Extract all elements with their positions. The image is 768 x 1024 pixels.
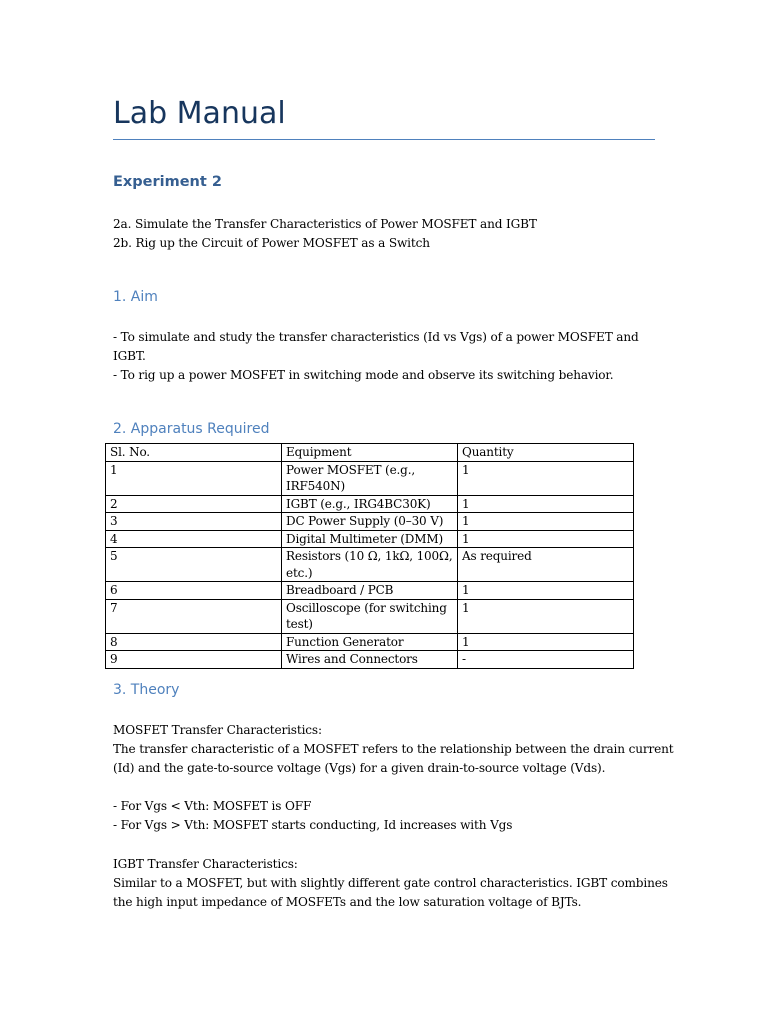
list-item: - For Vgs < Vth: MOSFET is OFF: [113, 799, 312, 813]
aim-paragraph: [113, 328, 655, 385]
table-row: [106, 651, 634, 669]
title-divider: [113, 139, 655, 140]
table-row: [106, 548, 634, 582]
table-row: [106, 530, 634, 548]
list-item: - For Vgs > Vth: MOSFET starts conducting, Id increases with Vgs: [113, 818, 513, 832]
mosfet-title: [113, 721, 655, 740]
objective-line: 2b. Rig up the Circuit of Power MOSFET as a Switch: [113, 236, 430, 250]
igbt-title-line: IGBT Transfer Characteristics:: [113, 857, 298, 871]
table-cell: 3: [106, 513, 282, 531]
mosfet-line: The transfer characteristic of a MOSFET refers to the relationship between the drain current: [113, 742, 674, 756]
table-row: [106, 599, 634, 633]
igbt-line: Similar to a MOSFET, but with slightly different gate control characteristics. IGBT combines: [113, 876, 668, 890]
table-row: [106, 582, 634, 600]
mosfet-line: (Id) and the gate-to-source voltage (Vgs) for a given drain-to-source voltage (Vds).: [113, 761, 606, 775]
table-cell: Wires and Connectors: [282, 651, 458, 669]
table-cell: 1: [458, 495, 634, 513]
table-cell: 1: [458, 530, 634, 548]
table-cell: 1: [458, 513, 634, 531]
aim-line: - To rig up a power MOSFET in switching mode and observe its switching behavior.: [113, 368, 614, 382]
experiment-heading: Experiment 2: [113, 174, 222, 190]
table-cell: 5: [106, 548, 282, 582]
table-row: [106, 495, 634, 513]
table-row: [106, 513, 634, 531]
table-cell: 1: [458, 633, 634, 651]
table-cell: IGBT (e.g., IRG4BC30K): [282, 495, 458, 513]
table-header-cell: Sl. No.: [106, 444, 282, 462]
document-title: Lab Manual: [113, 96, 286, 131]
table-cell: DC Power Supply (0–30 V): [282, 513, 458, 531]
table-cell: Oscilloscope (for switching test): [282, 599, 458, 633]
table-cell: 6: [106, 582, 282, 600]
igbt-line: the high input impedance of MOSFETs and the low saturation voltage of BJTs.: [113, 895, 582, 909]
table-cell: 4: [106, 530, 282, 548]
table-cell: 7: [106, 599, 282, 633]
objective-line: 2a. Simulate the Transfer Characteristics of Power MOSFET and IGBT: [113, 217, 537, 231]
table-header-row: [106, 444, 634, 462]
table-cell: Power MOSFET (e.g., IRF540N): [282, 461, 458, 495]
apparatus-heading: 2. Apparatus Required: [113, 421, 270, 437]
table-header-cell: Quantity: [458, 444, 634, 462]
mosfet-paragraph: [113, 740, 674, 778]
table-cell: 1: [458, 461, 634, 495]
table-header-cell: Equipment: [282, 444, 458, 462]
objectives-paragraph: [113, 215, 655, 253]
table-row: [106, 633, 634, 651]
condition-list: [113, 797, 655, 835]
table-row: [106, 461, 634, 495]
table-cell: -: [458, 651, 634, 669]
aim-heading: 1. Aim: [113, 289, 158, 305]
aim-line: IGBT.: [113, 349, 146, 363]
table-cell: 8: [106, 633, 282, 651]
table-cell: 1: [458, 582, 634, 600]
table-cell: 1: [458, 599, 634, 633]
aim-line: - To simulate and study the transfer characteristics (Id vs Vgs) of a power MOSFET and: [113, 330, 639, 344]
table-cell: Resistors (10 Ω, 1kΩ, 100Ω, etc.): [282, 548, 458, 582]
table-cell: 2: [106, 495, 282, 513]
table-cell: Digital Multimeter (DMM): [282, 530, 458, 548]
table-cell: Breadboard / PCB: [282, 582, 458, 600]
table-cell: 1: [106, 461, 282, 495]
apparatus-table: [105, 443, 634, 669]
theory-heading: 3. Theory: [113, 682, 180, 698]
table-cell: 9: [106, 651, 282, 669]
mosfet-title-line: MOSFET Transfer Characteristics:: [113, 723, 322, 737]
table-cell: As required: [458, 548, 634, 582]
igbt-paragraph: [113, 874, 668, 912]
igbt-title: [113, 855, 655, 874]
table-cell: Function Generator: [282, 633, 458, 651]
